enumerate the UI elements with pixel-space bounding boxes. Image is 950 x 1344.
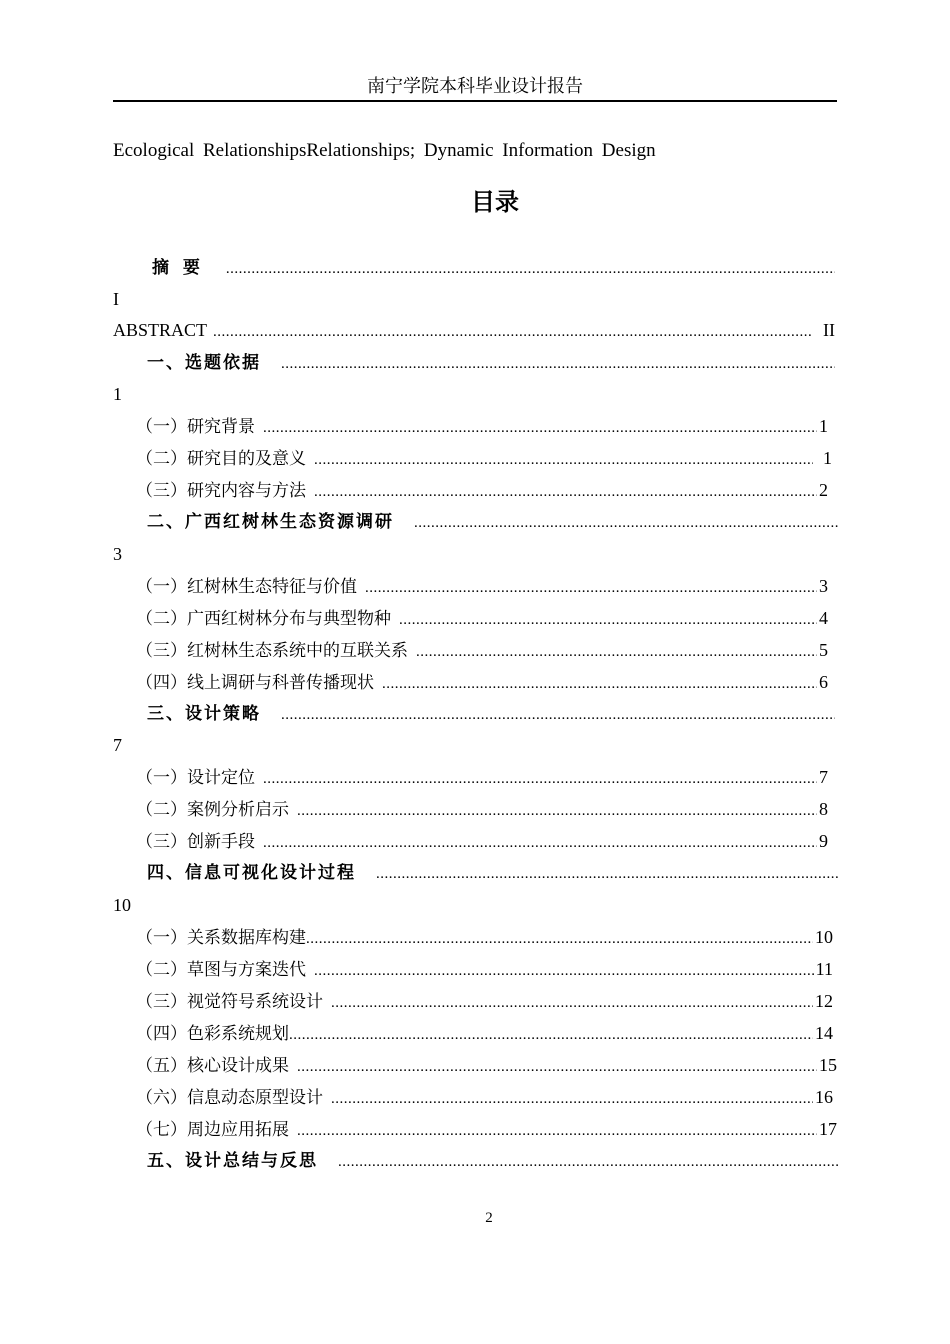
toc-entry-label: （一）关系数据库构建 (136, 928, 306, 948)
toc-entry-3-3[interactable] (136, 827, 828, 855)
toc-leader-dots (281, 350, 835, 378)
toc-entry-4-7[interactable] (136, 1115, 837, 1143)
toc-entry-label: （一）红树林生态特征与价值 (136, 577, 357, 597)
toc-entry-page: 6 (819, 672, 828, 692)
toc-entry-page: 11 (815, 959, 833, 979)
toc-entry-label: 四、信息可视化设计过程 (147, 863, 356, 883)
toc-entry-chapter-1[interactable] (147, 349, 837, 377)
toc-leader-dots (263, 414, 817, 442)
toc-entry-chapter-3[interactable] (147, 700, 837, 728)
toc-entry-page: 12 (815, 991, 833, 1011)
toc-entry-page: 16 (815, 1087, 833, 1107)
toc-entry-label: （二）草图与方案迭代 (136, 960, 306, 980)
toc-entry-2-2[interactable] (136, 604, 828, 632)
toc-entry-label: 二、广西红树林生态资源调研 (147, 512, 394, 532)
toc-entry-page: 5 (819, 640, 828, 660)
toc-entry-4-2[interactable] (136, 955, 833, 983)
toc-entry-4-3[interactable] (136, 987, 833, 1015)
toc-entry-label: 五、设计总结与反思 (147, 1151, 318, 1171)
toc-entry-label: （三）创新手段 (136, 832, 255, 852)
toc-entry-chapter-2[interactable] (147, 508, 842, 536)
header-title: 南宁学院本科毕业设计报告 (367, 76, 583, 97)
toc-entry-label: （六）信息动态原型设计 (136, 1088, 323, 1108)
toc-leader-dots (376, 860, 840, 888)
toc-leader-dots (226, 255, 835, 283)
toc-leader-dots (331, 1085, 813, 1113)
toc-entry-label: （二）研究目的及意义 (136, 449, 306, 469)
toc-entry-page: 7 (819, 767, 828, 787)
toc-entry-page: 4 (819, 608, 828, 628)
toc-leader-dots (338, 1148, 840, 1176)
toc-entry-page: 8 (819, 799, 828, 819)
toc-entry-page: 10 (113, 895, 131, 915)
toc-leader-dots (314, 478, 817, 506)
toc-entry-4-4[interactable] (136, 1019, 833, 1047)
toc-entry-page: 10 (815, 927, 833, 947)
toc-leader-dots (289, 1021, 813, 1049)
toc-entry-abstract-en[interactable] (113, 316, 835, 344)
toc-leader-dots (414, 509, 840, 537)
toc-entry-2-3[interactable] (136, 636, 828, 664)
toc-entry-label: ABSTRACT (113, 320, 208, 340)
toc-entry-label: （四）线上调研与科普传播现状 (136, 673, 374, 693)
toc-leader-dots (263, 829, 817, 857)
toc-entry-label: 三、设计策略 (147, 704, 261, 724)
toc-entry-page: 9 (819, 831, 828, 851)
toc-title: 目录 (471, 188, 519, 216)
page-header (113, 72, 837, 102)
toc-entry-label: （二）案例分析启示 (136, 800, 289, 820)
toc-entry-label: 摘 要 (152, 258, 204, 278)
toc-entry-1-1[interactable] (136, 412, 828, 440)
toc-leader-dots (263, 765, 817, 793)
toc-entry-chapter-5[interactable] (147, 1147, 842, 1175)
toc-leader-dots (297, 797, 817, 825)
toc-entry-label: （三）研究内容与方法 (136, 481, 306, 501)
toc-leader-dots (213, 318, 811, 346)
toc-leader-dots (314, 446, 813, 474)
toc-entry-page: 3 (819, 576, 828, 596)
toc-leader-dots (399, 606, 817, 634)
toc-entry-page: 14 (815, 1023, 833, 1043)
toc-entry-4-6[interactable] (136, 1083, 833, 1111)
keywords-line: Ecological RelationshipsRelationships; Dynamic Information Design (113, 140, 656, 161)
toc-entry-label: （三）红树林生态系统中的互联关系 (136, 641, 408, 661)
toc-entry-4-5[interactable] (136, 1051, 837, 1079)
toc-entry-4-1[interactable] (136, 923, 833, 951)
toc-leader-dots (306, 925, 813, 953)
toc-entry-3-1[interactable] (136, 763, 828, 791)
toc-entry-abstract-cn[interactable] (152, 254, 837, 282)
toc-entry-3-2[interactable] (136, 795, 828, 823)
toc-leader-dots (297, 1117, 817, 1145)
toc-entry-label: （二）广西红树林分布与典型物种 (136, 609, 391, 629)
toc-leader-dots (382, 670, 817, 698)
toc-entry-page: 7 (113, 735, 122, 755)
toc-entry-label: （五）核心设计成果 (136, 1056, 289, 1076)
toc-entry-2-1[interactable] (136, 572, 828, 600)
toc-leader-dots (416, 638, 817, 666)
toc-entry-page: I (113, 289, 119, 309)
toc-leader-dots (297, 1053, 817, 1081)
toc-entry-page: II (823, 320, 835, 340)
toc-entry-page: 1 (823, 448, 832, 468)
toc-leader-dots (365, 574, 817, 602)
toc-entry-page: 15 (819, 1055, 837, 1075)
toc-entry-label: （一）设计定位 (136, 768, 255, 788)
toc-entry-label: （一）研究背景 (136, 417, 255, 437)
toc-entry-page: 1 (819, 416, 828, 436)
toc-entry-1-2[interactable] (136, 444, 832, 472)
page-number: 2 (485, 1210, 493, 1226)
toc-entry-chapter-4[interactable] (147, 859, 842, 887)
toc-leader-dots (331, 989, 813, 1017)
toc-entry-2-4[interactable] (136, 668, 828, 696)
toc-entry-label: 一、选题依据 (147, 353, 261, 373)
toc-entry-1-3[interactable] (136, 476, 828, 504)
toc-entry-label: （四）色彩系统规划 (136, 1024, 289, 1044)
toc-entry-label: （七）周边应用拓展 (136, 1120, 289, 1140)
toc-leader-dots (281, 701, 835, 729)
toc-entry-page: 1 (113, 384, 122, 404)
toc-leader-dots (314, 957, 814, 985)
toc-entry-page: 2 (819, 480, 828, 500)
toc-entry-page: 17 (819, 1119, 837, 1139)
toc-entry-page: 3 (113, 544, 122, 564)
toc-entry-label: （三）视觉符号系统设计 (136, 992, 323, 1012)
